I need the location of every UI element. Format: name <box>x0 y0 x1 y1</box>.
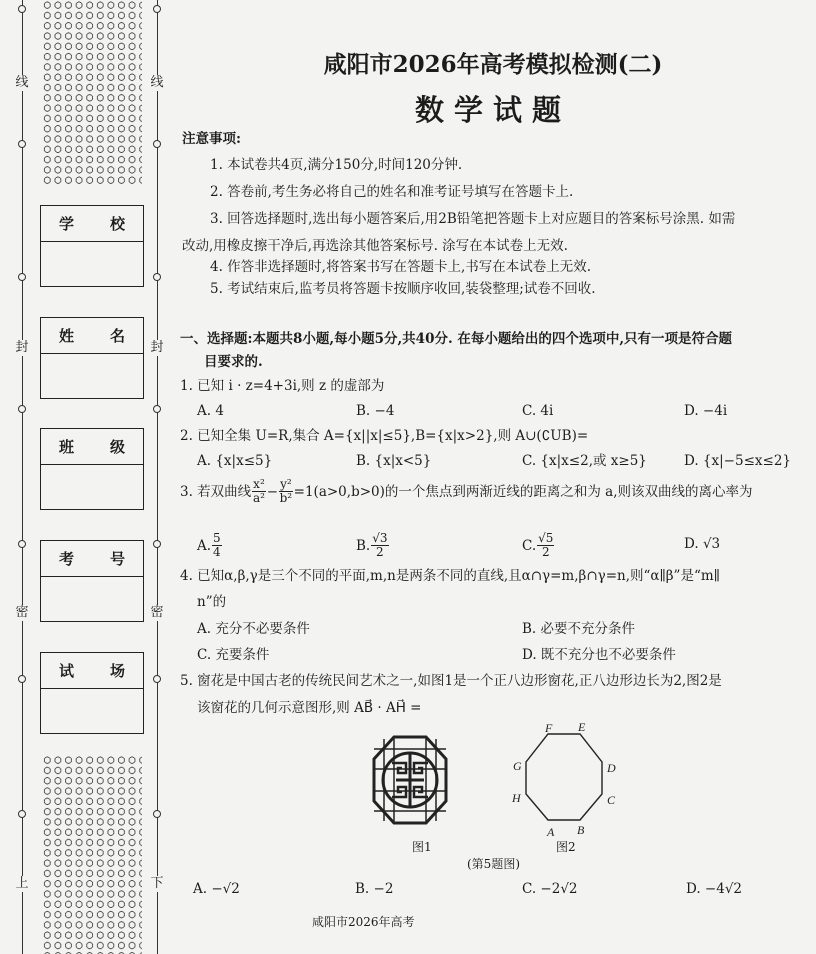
vertex-label: H <box>512 791 521 805</box>
ring-icon <box>153 5 161 13</box>
field-label: 班 <box>59 438 75 456</box>
option: C. 充要条件 <box>197 647 270 663</box>
option: B. {x|x<5} <box>356 453 432 469</box>
option: B. 必要不充分条件 <box>522 621 636 637</box>
margin-label: 上 <box>15 876 29 891</box>
fraction <box>252 478 266 505</box>
denominator: 2 <box>376 545 384 559</box>
ring-icon <box>18 810 26 818</box>
option: A. 充分不必要条件 <box>197 621 310 637</box>
margin-label: 密 <box>15 605 29 620</box>
vertex-label: B <box>577 823 585 837</box>
option: A. −√2 <box>193 881 240 897</box>
field-label: 号 <box>109 550 125 568</box>
vertex-label: F <box>545 722 553 735</box>
school-field[interactable] <box>40 205 144 287</box>
exam-title: 咸阳市2026年高考模拟检测(二) <box>323 51 663 78</box>
vertex-label: G <box>513 759 522 773</box>
option: C. 4i <box>522 403 554 419</box>
numerator: y² <box>280 477 292 491</box>
question-4-stem: 4. 已知α,β,γ是三个不同的平面,m,n是两条不同的直线,且α∩γ=m,β∩γ=n,则“α∥β”是“m∥ <box>180 568 720 584</box>
margin-label: 封 <box>15 340 29 355</box>
bubble-grid-bottom <box>42 755 142 954</box>
option-label: A. <box>197 537 212 554</box>
window-flower-figure <box>372 735 448 825</box>
margin-label: 密 <box>150 605 164 620</box>
denominator: b² <box>279 491 293 505</box>
note-item: 改动,用橡皮擦干净后,再选涂其他答案标号. 涂写在本试卷上无效. <box>182 238 568 254</box>
ring-icon <box>18 405 26 413</box>
option: D. 既不充分也不必要条件 <box>522 647 676 663</box>
option: D. {x|−5≤x≤2} <box>684 453 791 469</box>
name-field[interactable] <box>40 317 144 399</box>
option: B. −4 <box>356 403 395 419</box>
figure-caption: (第5题图) <box>467 857 520 871</box>
note-item: 5. 考试结束后,监考员将答题卡按顺序收回,装袋整理;试卷不回收. <box>210 281 596 297</box>
option <box>356 532 390 559</box>
ring-icon <box>153 273 161 281</box>
ring-icon <box>153 810 161 818</box>
exam-number-field[interactable] <box>40 540 144 622</box>
numerator: √3 <box>372 531 388 545</box>
ring-icon <box>18 5 26 13</box>
field-label: 场 <box>109 662 125 680</box>
notes-heading: 注意事项: <box>182 131 241 147</box>
note-item: 2. 答卷前,考生务必将自己的姓名和准考证号填写在答题卡上. <box>210 184 574 200</box>
class-field[interactable] <box>40 428 144 510</box>
field-label: 考 <box>59 550 75 568</box>
fraction <box>279 478 293 505</box>
question-5-stem: 5. 窗花是中国古老的传统民间艺术之一,如图1是一个正八边形窗花,正八边形边长为2,图2是 <box>180 673 722 689</box>
option: A. 4 <box>197 403 224 419</box>
option-value: √3 <box>702 536 721 552</box>
ring-icon <box>18 273 26 281</box>
ring-icon <box>18 675 26 683</box>
option: D. −4i <box>684 403 728 419</box>
vertex-label: A <box>547 825 555 839</box>
option: C. −2√2 <box>522 881 578 897</box>
vertex-label: C <box>607 793 616 807</box>
numerator: √5 <box>538 531 554 545</box>
option: D. −4√2 <box>686 881 743 897</box>
option <box>197 532 223 559</box>
ring-icon <box>153 405 161 413</box>
option: A. {x|x≤5} <box>197 453 273 469</box>
vertex-label: E <box>578 722 586 734</box>
bubble-grid-top <box>42 0 142 185</box>
exam-room-field[interactable] <box>40 652 144 734</box>
stem-text: − <box>266 483 279 500</box>
question-2-stem: 2. 已知全集 U=R,集合 A={x||x|≤5},B={x|x>2},则 A∪(∁UB)= <box>180 428 589 444</box>
ring-icon <box>153 140 161 148</box>
numerator: 5 <box>213 531 221 545</box>
note-item: 1. 本试卷共4页,满分150分,时间120分钟. <box>210 157 463 173</box>
ring-icon <box>18 540 26 548</box>
option <box>684 535 720 553</box>
option <box>522 532 555 559</box>
ring-icon <box>153 540 161 548</box>
ring-icon <box>153 675 161 683</box>
section-heading: 一、选择题:本题共8小题,每小题5分,共40分. 在每小题给出的四个选项中,只有一项是符合题 <box>180 331 733 347</box>
option-label: B. <box>356 537 371 554</box>
option: B. −2 <box>355 881 394 897</box>
field-label: 校 <box>109 215 125 233</box>
option-label: C. <box>522 537 537 554</box>
field-label: 姓 <box>59 327 75 345</box>
vertex-label: D <box>607 761 616 775</box>
section-heading-cont: 目要求的. <box>204 354 263 370</box>
margin-label: 封 <box>150 340 164 355</box>
octagon-figure <box>505 722 630 840</box>
field-label: 级 <box>109 438 125 456</box>
note-item: 3. 回答选择题时,选出每小题答案后,用2B铅笔把答题卡上对应题目的答案标号涂黑. 如需 <box>210 211 736 227</box>
ring-icon <box>18 140 26 148</box>
option: C. {x|x≤2,或 x≥5} <box>522 453 647 469</box>
field-label: 学 <box>59 215 75 233</box>
subject-title: 数学试题 <box>414 93 571 127</box>
figure-2-label: 图2 <box>556 840 576 854</box>
question-1-stem: 1. 已知 i · z=4+3i,则 z 的虚部为 <box>180 378 385 394</box>
margin-label: 线 <box>150 75 164 90</box>
page-footer: 咸阳市2026年高考 <box>312 915 415 929</box>
note-item: 4. 作答非选择题时,将答案书写在答题卡上,书写在本试卷上无效. <box>210 259 592 275</box>
question-3-stem <box>180 478 753 505</box>
question-5-stem-cont: 该窗花的几何示意图形,则 AB⃗ · AH⃗ = <box>197 700 422 716</box>
stem-text: =1(a>0,b>0)的一个焦点到两渐近线的距离之和为 a,则该双曲线的离心率为 <box>293 483 753 500</box>
question-4-stem-cont: n”的 <box>197 594 227 610</box>
numerator: x² <box>253 477 265 491</box>
figure-1-label: 图1 <box>412 840 432 854</box>
margin-label: 下 <box>150 876 164 891</box>
option-label: D. <box>684 536 699 552</box>
field-label: 试 <box>59 662 75 680</box>
denominator: 2 <box>541 545 550 559</box>
field-label: 名 <box>109 327 125 345</box>
denominator: a² <box>252 491 265 505</box>
stem-text: 3. 若双曲线 <box>180 483 252 500</box>
denominator: 4 <box>213 545 221 559</box>
margin-label: 线 <box>15 75 29 90</box>
